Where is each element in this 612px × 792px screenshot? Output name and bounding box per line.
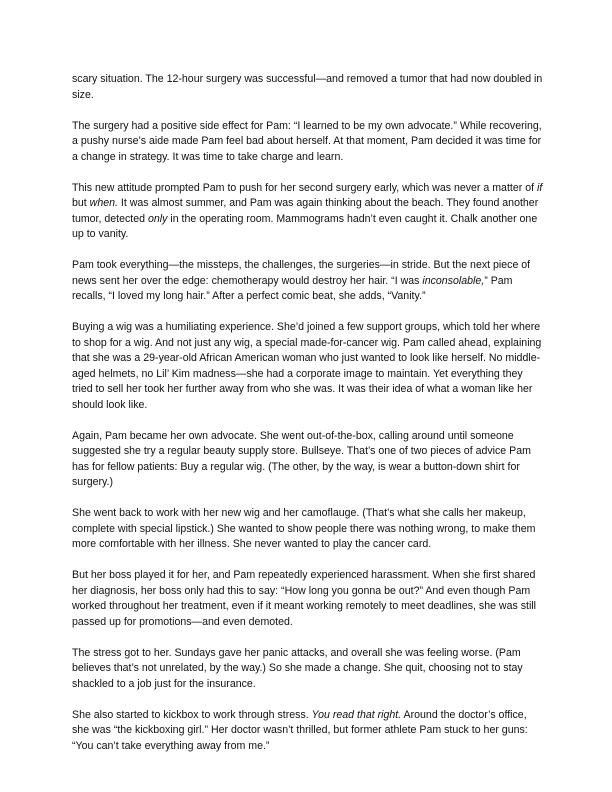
paragraph — [72, 320, 544, 413]
text-run: This new attitude prompted Pam to push for her second surgery early, which was never a matter of — [72, 181, 537, 194]
text-run: She also started to kickbox to work through stress. — [72, 708, 312, 721]
italic-text-run: inconsolable, — [422, 274, 485, 287]
text-run: It was almost summer, and Pam was again thinking about the beach. They found another tumor, detected — [72, 197, 539, 225]
paragraph — [72, 181, 544, 243]
italic-text-run: only — [147, 212, 168, 225]
document-body — [72, 72, 544, 770]
italic-text-run: when. — [89, 197, 118, 209]
text-run: She went back to work with her new wig and her camoflauge. (That’s what she calls her makeup, complete with special lipstick.) She wanted to show people there was nothing wrong, to make them more comfortable with her illness. She never wanted to play the cancer card. — [72, 507, 536, 550]
text-run: scary situation. The 12-hour surgery was successful—and removed a tumor that had now doubled in size. — [72, 73, 543, 101]
paragraph — [72, 72, 544, 103]
text-run: The surgery had a positive side effect for Pam: “I learned to be my own advocate.” While recovering, a pushy nurse’s aide made Pam feel bad about herself. At that moment, Pam decided it was time for a change in strategy. It was time to take charge and learn. — [72, 119, 542, 163]
italic-text-run: if — [536, 181, 543, 194]
text-run: Buying a wig was a humiliating experience. She’d joined a few support groups, which told her where to shop for a wig. And not just any wig, a special made-for-cancer wig. Pam called ahead, explaining that she was a 29-year-old African American woman who just wanted to look like herself. No middle-aged helmets, no Lil’ Kim madness—she had a corporate image to maintain. Yet everything they tried to sell her took her further away from who she was. It was their idea of what a woman like her should look like. — [72, 321, 542, 411]
text-run: But her boss played it for her, and Pam repeatedly experienced harassment. When she first shared her diagnosis, her boss only had this to say: “How long you gonna be out?” And even though Pam worked throughout her treatment, even if it meant working remotely to meet deadlines, she was still passed up for promotions—and even demoted. — [72, 569, 536, 628]
paragraph — [72, 258, 544, 305]
text-run: The stress got to her. Sundays gave her panic attacks, and overall she was feeling worse. (Pam believes that’s not unrelated, by the way.) So she made a change. She quit, choosing not to stay shackled to a job just for the insurance. — [72, 646, 523, 690]
paragraph — [72, 429, 544, 491]
text-run: in the operating room. Mammograms hadn’t even caught it. Chalk another one up to vanity. — [72, 212, 538, 240]
italic-text-run: You read that right. — [311, 708, 402, 721]
text-run: ” Pam recalls, “I loved my long hair.” After a perfect comic beat, she adds, “Vanity.” — [72, 274, 513, 302]
text-run: but — [72, 197, 90, 209]
text-run: Again, Pam became her own advocate. She went out-of-the-box, calling around until someone suggested she try a regular beauty supply store. Bullseye. That’s one of two pieces of advice Pam has for fellow patients: Buy a regular wig. (The other, by the way, is wear a button-down shirt for surgery.) — [72, 429, 531, 488]
paragraph — [72, 568, 544, 630]
paragraph — [72, 708, 544, 755]
text-run: Pam took everything—the missteps, the challenges, the surgeries—in stride. But the next piece of news sent her over the edge: chemotherapy would destroy her hair. “I was — [72, 259, 531, 287]
paragraph — [72, 119, 544, 166]
paragraph — [72, 506, 544, 553]
text-run: Around the doctor’s office, she was “the kickboxing girl.” Her doctor wasn’t thrilled, but former athlete Pam stuck to her guns: “You can’t take everything away from me.” — [72, 708, 528, 752]
paragraph — [72, 646, 544, 693]
